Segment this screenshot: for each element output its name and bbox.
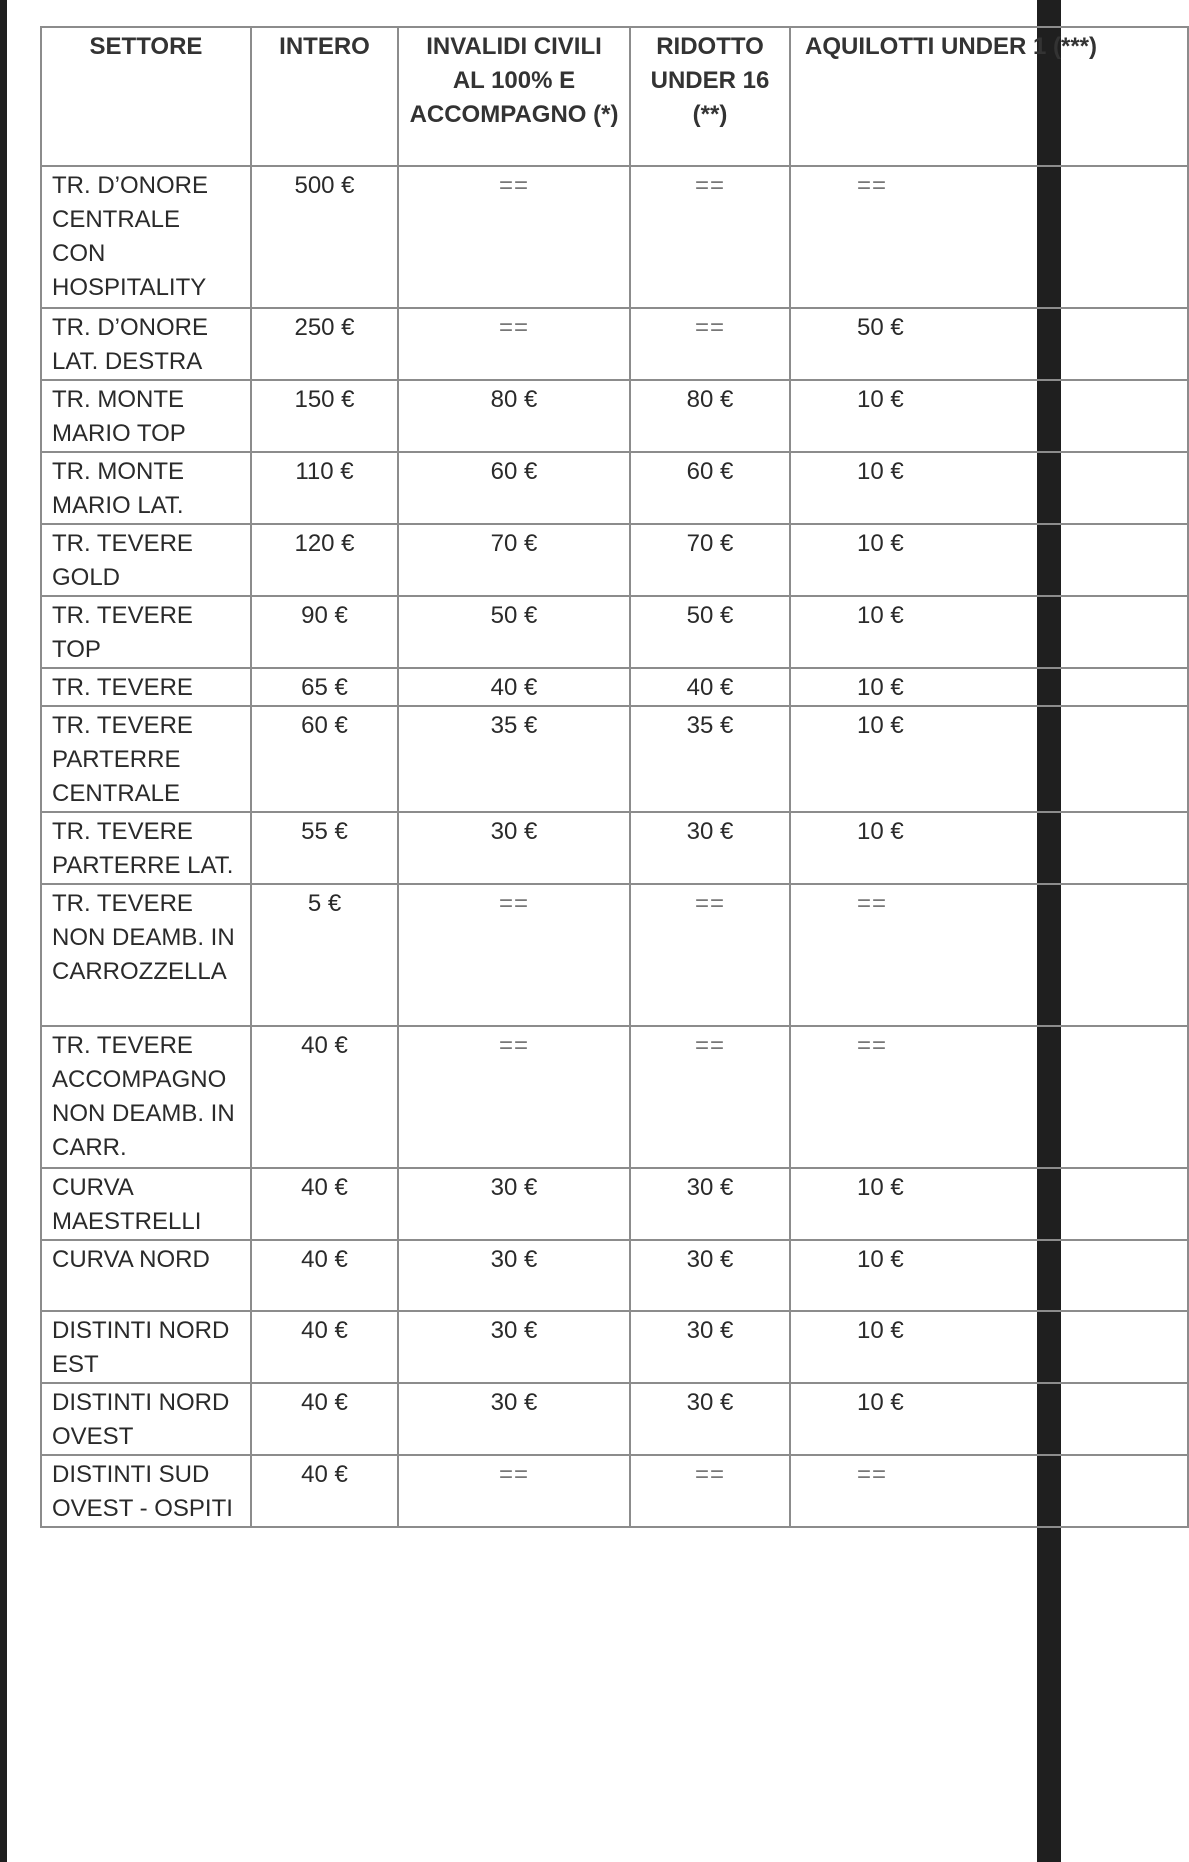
table-row — [41, 1311, 1188, 1383]
invalidi-cell: 80 € — [398, 380, 630, 452]
table-row — [41, 812, 1188, 884]
table-row — [41, 380, 1188, 452]
invalidi-cell: 30 € — [398, 1168, 630, 1240]
sector-cell: TR. TEVERE NON DEAMB. IN CARROZZELLA — [41, 884, 251, 1026]
invalidi-cell: == — [398, 1455, 630, 1527]
header-settore: SETTORE — [41, 27, 251, 166]
aquilotti-cell: 10 € — [790, 380, 1188, 452]
aquilotti-cell: 10 € — [790, 706, 1188, 812]
aquilotti-cell: == — [790, 1026, 1188, 1168]
table-row — [41, 1168, 1188, 1240]
header-aquilotti: AQUILOTTI UNDER 1 (***) — [790, 27, 1188, 166]
header-intero: INTERO — [251, 27, 398, 166]
ridotto-cell: 50 € — [630, 596, 790, 668]
invalidi-cell: 35 € — [398, 706, 630, 812]
ridotto-cell: 70 € — [630, 524, 790, 596]
ridotto-cell: == — [630, 1026, 790, 1168]
intero-cell: 40 € — [251, 1026, 398, 1168]
table-row — [41, 452, 1188, 524]
table-row — [41, 1383, 1188, 1455]
table-row — [41, 1026, 1188, 1168]
sector-cell: TR. TEVERE ACCOMPAGNO NON DEAMB. IN CARR. — [41, 1026, 251, 1168]
sector-cell: TR. TEVERE — [41, 668, 251, 706]
sector-cell: TR. MONTE MARIO TOP — [41, 380, 251, 452]
ridotto-cell: == — [630, 308, 790, 380]
invalidi-cell: 30 € — [398, 812, 630, 884]
intero-cell: 110 € — [251, 452, 398, 524]
invalidi-cell: 30 € — [398, 1311, 630, 1383]
aquilotti-cell: 10 € — [790, 668, 1188, 706]
sector-cell: TR. TEVERE TOP — [41, 596, 251, 668]
sector-cell: DISTINTI NORD OVEST — [41, 1383, 251, 1455]
aquilotti-cell: 10 € — [790, 1168, 1188, 1240]
ridotto-cell: 30 € — [630, 1383, 790, 1455]
header-invalidi: INVALIDI CIVILI AL 100% E ACCOMPAGNO (*) — [398, 27, 630, 166]
invalidi-cell: 40 € — [398, 668, 630, 706]
invalidi-cell: == — [398, 1026, 630, 1168]
ridotto-cell: 60 € — [630, 452, 790, 524]
table-row — [41, 308, 1188, 380]
header-ridotto: RIDOTTO UNDER 16 (**) — [630, 27, 790, 166]
sector-cell: CURVA NORD — [41, 1240, 251, 1311]
table-row — [41, 524, 1188, 596]
sector-cell: DISTINTI SUD OVEST - OSPITI — [41, 1455, 251, 1527]
aquilotti-cell: 10 € — [790, 1240, 1188, 1311]
table-row — [41, 1455, 1188, 1527]
aquilotti-cell: 10 € — [790, 1383, 1188, 1455]
table-row — [41, 884, 1188, 1026]
invalidi-cell: == — [398, 166, 630, 308]
intero-cell: 5 € — [251, 884, 398, 1026]
sector-cell: TR. D’ONORE CENTRALE CON HOSPITALITY — [41, 166, 251, 308]
aquilotti-cell: 50 € — [790, 308, 1188, 380]
table-row — [41, 166, 1188, 308]
intero-cell: 55 € — [251, 812, 398, 884]
ridotto-cell: == — [630, 166, 790, 308]
intero-cell: 40 € — [251, 1240, 398, 1311]
invalidi-cell: 30 € — [398, 1383, 630, 1455]
aquilotti-cell: == — [790, 166, 1188, 308]
intero-cell: 60 € — [251, 706, 398, 812]
ridotto-cell: 30 € — [630, 1240, 790, 1311]
left-frame-border — [0, 0, 7, 1862]
invalidi-cell: 50 € — [398, 596, 630, 668]
ridotto-cell: == — [630, 1455, 790, 1527]
ridotto-cell: 80 € — [630, 380, 790, 452]
header-row — [41, 27, 1188, 166]
intero-cell: 40 € — [251, 1383, 398, 1455]
intero-cell: 65 € — [251, 668, 398, 706]
intero-cell: 150 € — [251, 380, 398, 452]
sector-cell: TR. MONTE MARIO LAT. — [41, 452, 251, 524]
aquilotti-cell: 10 € — [790, 812, 1188, 884]
aquilotti-cell: 10 € — [790, 1311, 1188, 1383]
intero-cell: 40 € — [251, 1311, 398, 1383]
intero-cell: 250 € — [251, 308, 398, 380]
ridotto-cell: 30 € — [630, 1168, 790, 1240]
intero-cell: 120 € — [251, 524, 398, 596]
invalidi-cell: == — [398, 884, 630, 1026]
invalidi-cell: 70 € — [398, 524, 630, 596]
intero-cell: 90 € — [251, 596, 398, 668]
aquilotti-cell: == — [790, 884, 1188, 1026]
aquilotti-cell: 10 € — [790, 524, 1188, 596]
invalidi-cell: 30 € — [398, 1240, 630, 1311]
invalidi-cell: == — [398, 308, 630, 380]
intero-cell: 40 € — [251, 1168, 398, 1240]
document-page — [7, 0, 1098, 1862]
aquilotti-cell: 10 € — [790, 452, 1188, 524]
ridotto-cell: 30 € — [630, 812, 790, 884]
sector-cell: TR. TEVERE PARTERRE LAT. — [41, 812, 251, 884]
table-row — [41, 1240, 1188, 1311]
intero-cell: 40 € — [251, 1455, 398, 1527]
aquilotti-cell: == — [790, 1455, 1188, 1527]
table-row — [41, 596, 1188, 668]
ridotto-cell: 30 € — [630, 1311, 790, 1383]
intero-cell: 500 € — [251, 166, 398, 308]
invalidi-cell: 60 € — [398, 452, 630, 524]
sector-cell: TR. TEVERE GOLD — [41, 524, 251, 596]
ridotto-cell: 40 € — [630, 668, 790, 706]
sector-cell: TR. TEVERE PARTERRE CENTRALE — [41, 706, 251, 812]
price-table — [40, 26, 1189, 1528]
aquilotti-cell: 10 € — [790, 596, 1188, 668]
table-row — [41, 706, 1188, 812]
sector-cell: DISTINTI NORD EST — [41, 1311, 251, 1383]
sector-cell: TR. D’ONORE LAT. DESTRA — [41, 308, 251, 380]
ridotto-cell: == — [630, 884, 790, 1026]
ridotto-cell: 35 € — [630, 706, 790, 812]
sector-cell: CURVA MAESTRELLI — [41, 1168, 251, 1240]
table-row — [41, 668, 1188, 706]
